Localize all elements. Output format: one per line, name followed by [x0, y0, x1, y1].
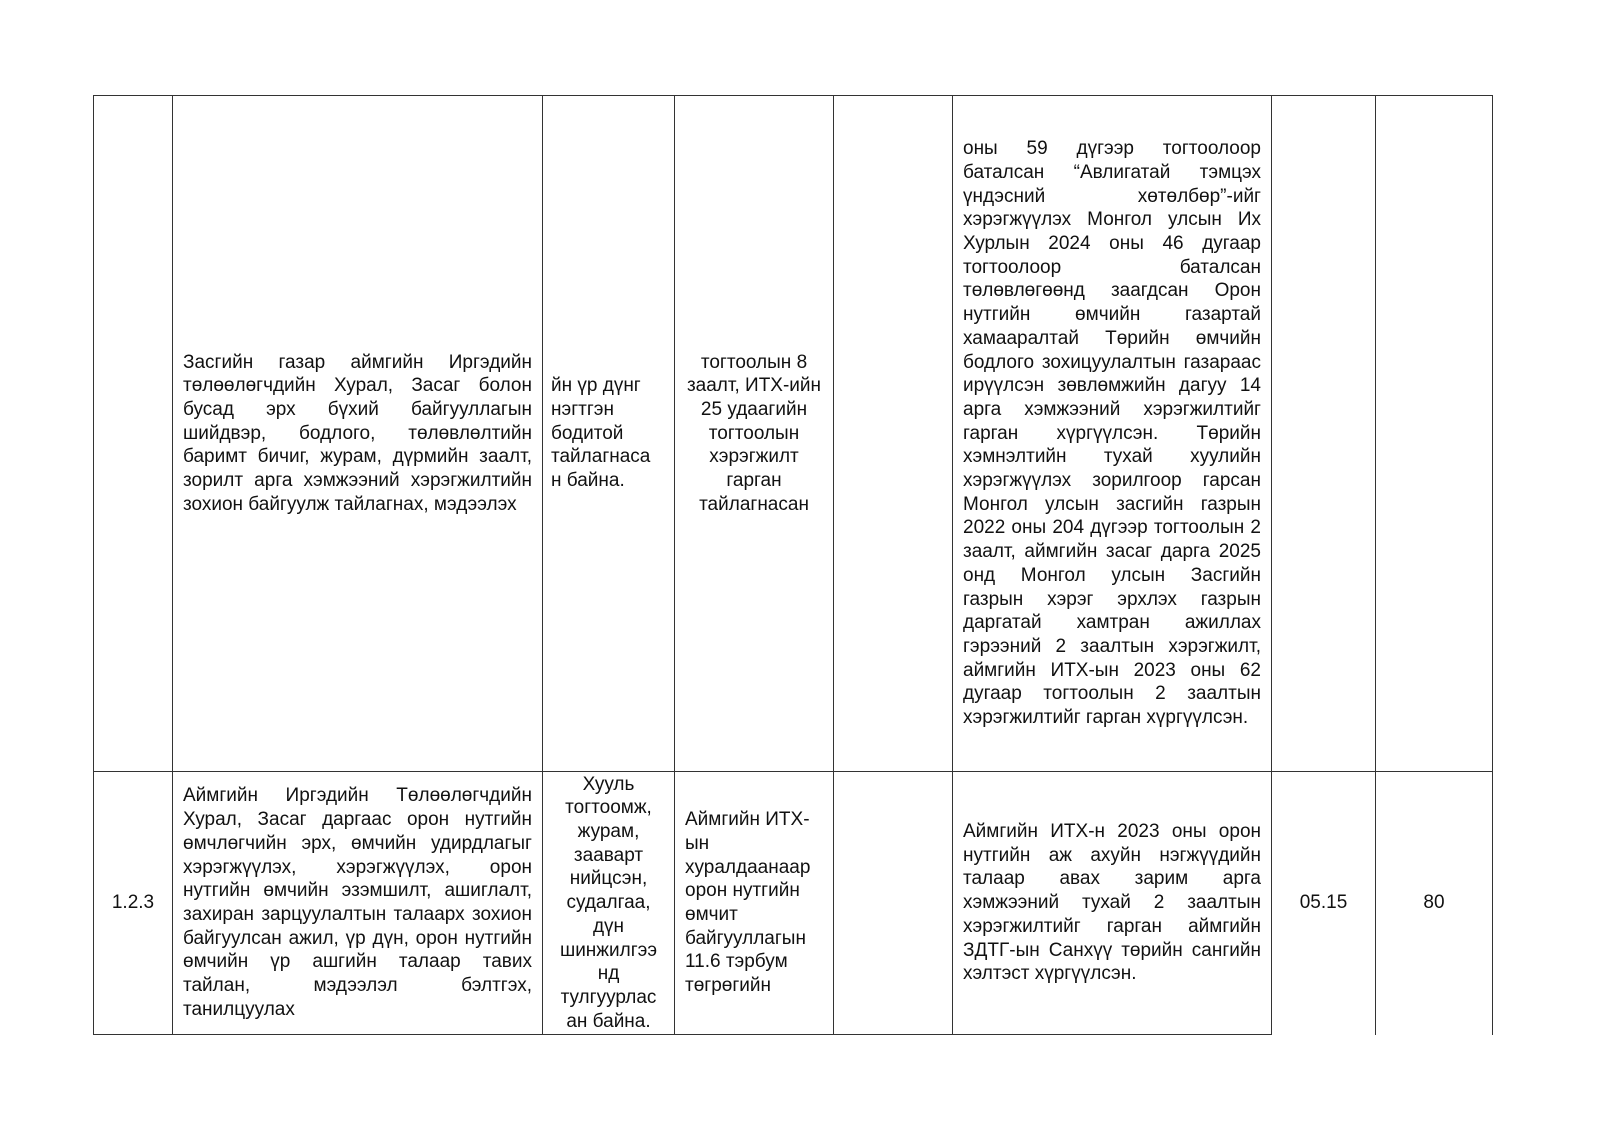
- table-row: [94, 772, 1493, 1035]
- target-cell: [834, 772, 953, 1035]
- date-cell: [1272, 96, 1376, 772]
- progress-cell: оны 59 дүгээр тогтоолоор баталсан “Авлигатай тэмцэх үндэсний хөтөлбөр”-ийг хэрэгжүүлэх Монгол улсын Их Хурлын 2024 оны 46 дугаар тогтоолоор баталсан төлөвлөгөөнд заагдсан Орон нутгийн өмчийн газартай хамааралтай Төрийн өмчийн бодлого зохицуулалтын газараас ирүүлсэн зөвлөмжийн дагуу 14 арга хэмжээний хэрэгжилтийг гарган хүргүүлсэн. Төрийн хэмнэлтийн тухай хуулийн хэрэгжүүлэх зорилгоор гарсан Монгол улсын засгийн газрын 2022 оны 204 дүгээр тогтоолын 2 заалт, аймгийн засаг дарга 2025 онд Монгол улсын Засгийн газрын хэрэг эрхлэх газрын даргатай хамтран ажиллах гэрээний 2 заалтын хэрэгжилт, аймгийн ИТХ-ын 2023 оны 62 дугаар тогтоолын 2 заалтын хэрэгжилтийг гарган хүргүүлсэн.: [953, 96, 1272, 772]
- plan-table: [93, 95, 1493, 1035]
- baseline-cell: Аймгийн ИТХ-ын хуралдаанаар орон нутгийн өмчит байгууллагын 11.6 тэрбум төгрөгийн: [675, 772, 834, 1035]
- row-number-cell: [94, 96, 173, 772]
- criteria-cell: Хууль тогтоомж, журам, зааварт нийцсэн, судалгаа, дүн шинжилгээ нд тулгуурлас ан байна.: [543, 772, 675, 1035]
- table-row: [94, 96, 1493, 772]
- progress-cell: Аймгийн ИТХ-н 2023 оны орон нутгийн аж ахуйн нэгжүүдийн талаар авах зарим арга хэмжээний тухай 2 заалтын хэрэгжилтийг гарган аймгийн ЗДТГ-ын Санхүү төрийн сангийн хэлтэст хүргүүлсэн.: [953, 772, 1272, 1035]
- row-number-cell: 1.2.3: [94, 772, 173, 1035]
- activity-cell: Засгийн газар аймгийн Иргэдийн төлөөлөгчдийн Хурал, Засаг болон бусад эрх бүхий байгууллагын шийдвэр, бодлого, төлөвлөлтийн баримт бичиг, журам, дүрмийн заалт, зорилт арга хэмжээний хэрэгжилтийн зохион байгуулж тайлагнах, мэдээлэх: [173, 96, 543, 772]
- criteria-cell: йн үр дүнг нэгтгэн бодитой тайлагнаса н байна.: [543, 96, 675, 772]
- date-cell: 05.15: [1272, 772, 1376, 1035]
- target-cell: [834, 96, 953, 772]
- activity-cell: Аймгийн Иргэдийн Төлөөлөгчдийн Хурал, Засаг даргаас орон нутгийн өмчлөгчийн эрх, өмчийн удирдлагыг хэрэгжүүлэх, хэрэгжүүлэх, орон нутгийн өмчийн эзэмшилт, ашиглалт, захиран зарцуулалтын талаарх зохион байгуулсан ажил, үр дүн, орон нутгийн өмчийн үр ашгийн талаар тавих тайлан, мэдээлэл бэлтгэх, танилцуулах: [173, 772, 543, 1035]
- percent-cell: [1376, 96, 1493, 772]
- baseline-cell: тогтоолын 8 заалт, ИТХ-ийн 25 удаагийн тогтоолын хэрэгжилт гарган тайлагнасан: [675, 96, 834, 772]
- percent-cell: 80: [1376, 772, 1493, 1035]
